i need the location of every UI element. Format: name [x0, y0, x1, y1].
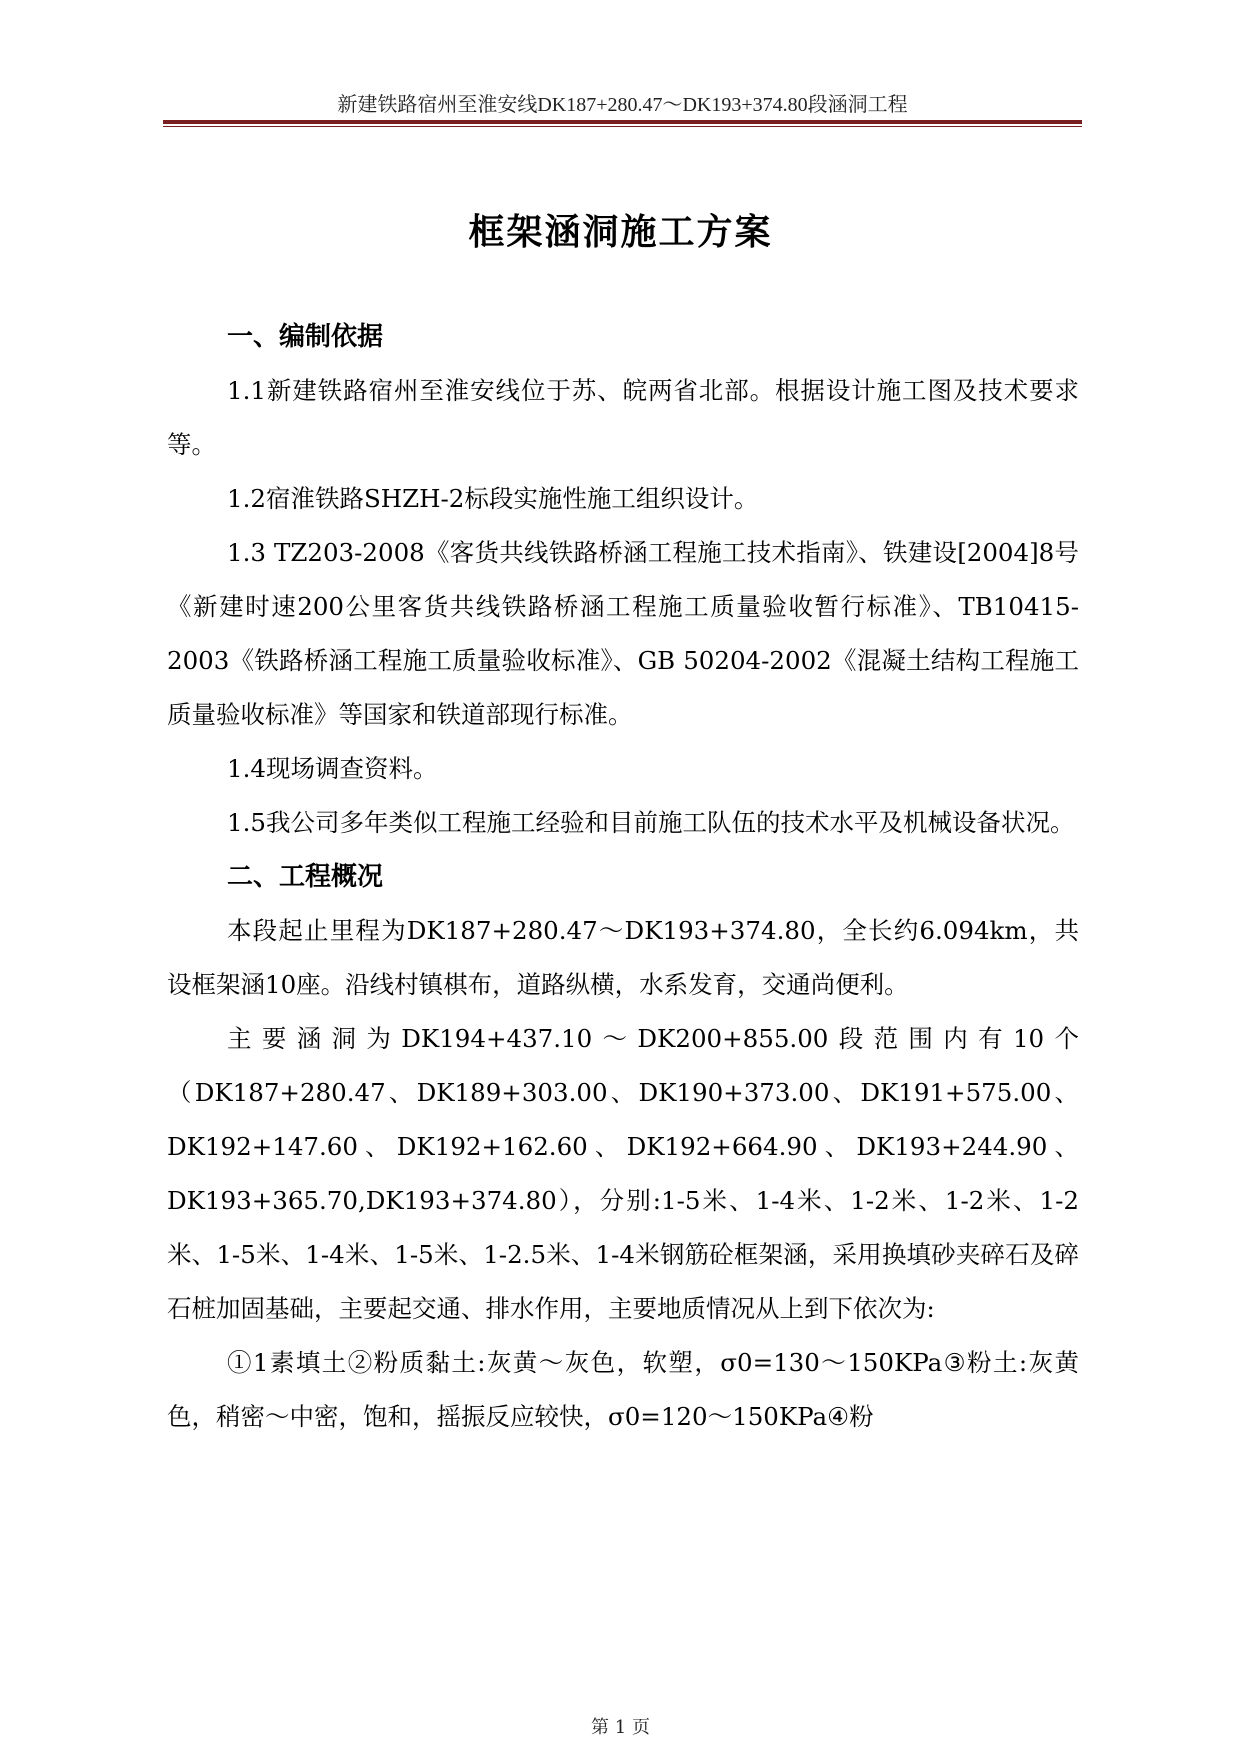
page-number: 第 1 页 [591, 1717, 650, 1738]
paragraph: 1.3 TZ203-2008《客货共线铁路桥涵工程施工技术指南》、铁建设[2004]8号《新建时速200公里客货共线铁路桥涵工程施工质量验收暂行标准》、TB10415-2003《铁路桥涵工程施工质量验收标准》、GB 50204-2002《混凝土结构工程施工质量验收标准》等国家和铁道部现行标准。 [167, 538, 1079, 729]
document-title: 框架涵洞施工方案 [468, 211, 773, 253]
paragraph: 主要涵洞为DK194+437.10～DK200+855.00段范围内有10个（DK187+280.47、DK189+303.00、DK190+373.00、DK191+575.00、DK192+147.60、DK192+162.60、DK192+664.90、DK193+244.90、DK193+365.70,DK193+374.80），分别:1-5米、1-4米、1-2米、1-2米、1-2米、1-5米、1-4米、1-5米、1-2.5米、1-4米钢筋砼框架涵，采用换填砂夹碎石及碎石桩加固基础，主要起交通、排水作用，主要地质情况从上到下依次为: [167, 1024, 1079, 1323]
paragraph: ①1素填土②粉质黏土:灰黄～灰色，软塑，σ0=130～150KPa③粉土:灰黄色，稍密～中密，饱和，摇振反应较快，σ0=120～150KPa④粉 [167, 1348, 1079, 1431]
section-heading: 一、编制依据 [227, 322, 384, 352]
paragraph: 本段起止里程为DK187+280.47～DK193+374.80，全长约6.094km，共设框架涵10座。沿线村镇棋布，道路纵横，水系发育，交通尚便利。 [167, 916, 1079, 999]
paragraph: 1.1新建铁路宿州至淮安线位于苏、皖两省北部。根据设计施工图及技术要求等。 [167, 376, 1079, 459]
running-header: 新建铁路宿州至淮安线DK187+280.47～DK193+374.80段涵洞工程 [337, 94, 908, 116]
document-body [167, 310, 1079, 1444]
paragraph: 1.4现场调查资料。 [227, 754, 438, 783]
paragraph: 1.5我公司多年类似工程施工经验和目前施工队伍的技术水平及机械设备状况。 [227, 808, 1075, 837]
header-rule [163, 120, 1082, 124]
header-rule-thin [163, 126, 1082, 127]
paragraph: 1.2宿淮铁路SHZH-2标段实施性施工组织设计。 [227, 484, 759, 513]
section-heading: 二、工程概况 [227, 862, 384, 892]
